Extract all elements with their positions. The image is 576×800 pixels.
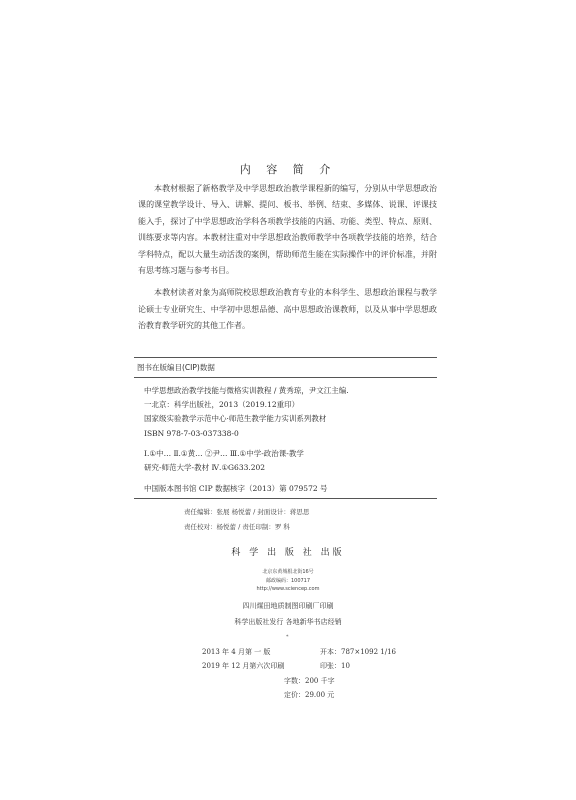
- cip-classification-line: 研究-师范大学-教材 Ⅳ.①G633.202: [144, 463, 266, 473]
- cip-block: [134, 357, 437, 499]
- printed-sheets: 印张：10: [320, 662, 350, 671]
- cip-series-line: 国家级实验教学示范中心·师范生教学能力实训系列教材: [144, 414, 327, 424]
- publication-info: [202, 645, 462, 702]
- format: 开本：787×1092 1/16: [320, 648, 396, 656]
- summary-title: 内 容 简 介: [239, 163, 337, 176]
- cip-title-line: 中学思想政治教学技能与微格实训教程 / 黄秀琼，尹文江主编.: [144, 386, 349, 395]
- publisher-address: 北京东黄城根北街16号: [262, 569, 314, 575]
- summary-text: [138, 181, 437, 341]
- cip-isbn-line: ISBN 978-7-03-037338-0: [144, 428, 239, 438]
- cip-bottom-rule: [134, 498, 437, 499]
- publisher-name: 科 学 出 版 社 出版: [231, 548, 345, 558]
- word-count: 字数：200 千字: [284, 676, 335, 685]
- cip-publisher-line: 一北京：科学出版社，2013（2019.12重印）: [144, 400, 300, 410]
- cip-body: [134, 378, 437, 475]
- price: 定价：29.00 元: [284, 690, 335, 699]
- summary-paragraph: 本教材读者对象为高师院校思想政治教育专业的本科学生、思想政治课程与教学论硕士专业研究生、中学初中思想品德、高中思想政治课教师，以及从事中学思想政治教育教学研究的其他工作者。: [138, 288, 437, 331]
- publisher-website: http://www.sciencep.com: [256, 586, 320, 592]
- reprint-row: [202, 659, 462, 673]
- separator-dot: *: [286, 634, 289, 640]
- cip-header: 图书在版编目(CIP)数据: [137, 363, 215, 372]
- editor-line: 责任编辑：张展 杨悦蕾 / 封面设计：蒋思思: [184, 508, 310, 516]
- cip-classification-line: Ⅰ.①中… Ⅱ.①黄… ②尹… Ⅲ.①中学-政治课-教学: [144, 448, 304, 458]
- reprint: 2019 年 12 月第六次印刷: [202, 662, 285, 671]
- printer-line: 四川煤田地质制图印刷厂印刷: [242, 602, 334, 610]
- staff-credits: [134, 505, 437, 534]
- summary-paragraph: 本教材根据了新格教学及中学思想政治教学课程新的编写，分别从中学思想政治课的课堂教学设计、导入、讲解、提问、板书、举例、结束、多媒体、说课、评课技能入手，探讨了中学思想政治学科各项教学技能的内涵、功能、类型、特点、原则、训练要求等内容。本教材注重对中学思想政治教师教学中各项教学技能的培养，结合学科特点，配以大量生动活泼的案例，帮助师范生能在实际操作中的评价标准，并附有思考练习题与参考书目。: [138, 184, 437, 276]
- edition-row: [202, 645, 462, 659]
- proofreader-line: 责任校对：杨悦蕾 / 责任印制：罗 科: [184, 522, 290, 531]
- distribution-line: 科学出版社发行 各地新华书店经销: [234, 618, 342, 626]
- first-edition: 2013 年 4 月第 一 版: [202, 648, 271, 656]
- publisher-postcode: 邮政编码：100717: [265, 578, 311, 584]
- cip-number: 中国版本图书馆 CIP 数据核字（2013）第 079572 号: [144, 484, 328, 494]
